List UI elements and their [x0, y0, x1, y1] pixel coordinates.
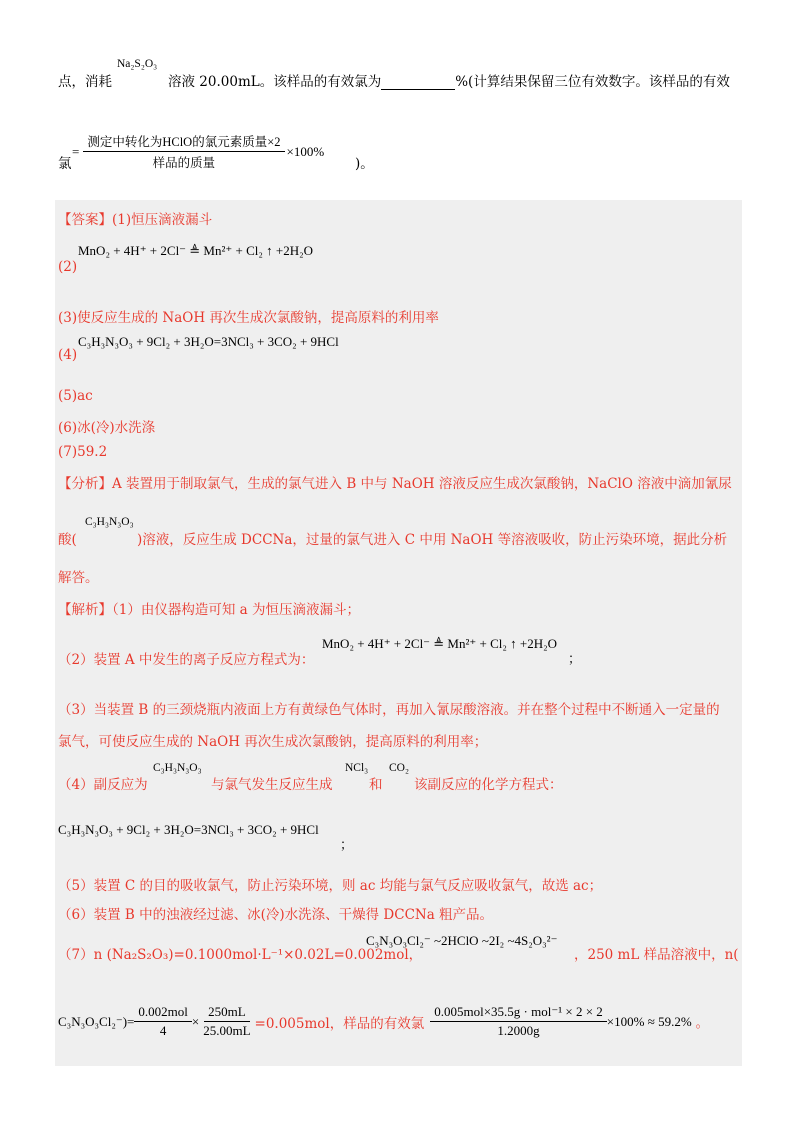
answer-4-formula: C₃H₃N₃O₃ + 9Cl₂ + 3H₂O=3NCl₃ + 3CO₂ + 9HCl [78, 334, 339, 349]
analysis-tag: 【分析】 [58, 476, 112, 492]
solution-step-4-and: 和 [369, 777, 383, 793]
fraction-tail: ×100% [286, 143, 325, 159]
question-text-mid: 溶液 20.00mL。该样品的有效氯为 [168, 74, 382, 90]
analysis-line-1 [58, 472, 732, 492]
solution-step-1: （1）由仪器构造可知 a 为恒压滴液漏斗； [112, 602, 360, 618]
solution-step-6: （6）装置 B 中的浊液经过滤、冰(冷)水洗涤、干燥得 DCCNa 粗产品。 [58, 907, 494, 923]
solution-line-1 [58, 598, 360, 618]
solution-step-4-mid: 与氯气发生反应生成 [211, 777, 333, 793]
analysis-text-2-suffix: )溶液，反应生成 DCCNa，过量的氯气进入 C 中用 NaOH 等溶液吸收，防止污染环境，据此分析 [137, 532, 728, 548]
solution-step-3-line-1: （3）当装置 B 的三颈烧瓶内液面上方有黄绿色气体时，再加入氰尿酸溶液。并在整个过程中不断通入一定量的 [58, 702, 720, 718]
solution-tag: 【解析】 [58, 602, 112, 618]
answer-tag: 【答案】 [58, 212, 112, 228]
equals-sign: = [72, 143, 80, 159]
question-line-2-end: )。 [355, 156, 374, 172]
solution-step-8-end: 。 [695, 1015, 709, 1030]
answer-item-1: (1)恒压滴液漏斗 [112, 212, 213, 228]
solution-step-4-formula-1: C₃H₃N₃O₃ [153, 762, 202, 774]
solution-fraction-3-num: 0.005mol×35.5g · mol⁻¹ × 2 × 2 [430, 1004, 607, 1022]
fraction-denominator: 样品的质量 [152, 156, 216, 170]
solution-step-7-text: （7）n (Na₂S₂O₃)=0.1000mol·L⁻¹×0.02L=0.002mol， [58, 947, 423, 963]
fraction-numerator: 测定中转化为HClO的氯元素质量×2 [83, 132, 284, 152]
answer-2-label: (2) [58, 259, 78, 275]
answer-item-6: (6)冰(冷)水洗涤 [58, 420, 156, 436]
solution-step-8-tail: ×100% ≈ 59.2% [606, 1013, 692, 1029]
solution-fraction-2-num: 250mL [204, 1004, 250, 1022]
answer-item-7: (7)59.2 [58, 444, 108, 460]
answer-line-1 [58, 208, 212, 228]
solution-step-7-tail: ，250 mL 样品溶液中，n( [574, 947, 739, 963]
answer-item-3: (3)使反应生成的 NaOH 再次生成次氯酸钠，提高原料的利用率 [58, 310, 439, 326]
question-text-suffix: %(计算结果保留三位有效数字。该样品的有效 [455, 74, 730, 90]
answer-item-5: (5)ac [58, 388, 93, 404]
solution-times: × [191, 1013, 200, 1029]
solution-step-7-formula: C₃N₃O₃Cl₂⁻ ~2HClO ~2I₂ ~4S₂O₃²⁻ [366, 933, 558, 948]
solution-step-4-suffix: 该副反应的化学方程式： [414, 777, 563, 793]
solution-step-2-end: ； [568, 651, 582, 666]
solution-step-8-left: C₃N₃O₃Cl₂⁻)= [58, 1013, 135, 1029]
cyanuric-acid-formula: C₃H₃N₃O₃ [85, 516, 134, 528]
analysis-text-1: A 装置用于制取氯气，生成的氯气进入 B 中与 NaOH 溶液反应生成次氯酸钠，NaClO 溶液中滴加氰尿 [112, 476, 732, 492]
solution-step-4-end: ； [340, 837, 354, 852]
effective-chlorine-fraction [83, 132, 284, 171]
solution-step-4-formula-3: CO₂ [389, 762, 409, 774]
solution-fraction-1 [134, 1004, 191, 1039]
solution-fraction-1-num: 0.002mol [134, 1004, 191, 1022]
solution-step-8-mid: =0.005mol，样品的有效氯 [254, 1015, 425, 1032]
solution-fraction-2 [199, 1004, 254, 1039]
question-text-prefix: 点，消耗 [58, 74, 112, 90]
thiosulfate-formula: Na₂S₂O₃ [117, 58, 158, 70]
solution-fraction-1-den: 4 [159, 1023, 167, 1038]
analysis-line-3: 解答。 [58, 570, 99, 586]
solution-fraction-3-den: 1.2000g [497, 1023, 540, 1038]
question-line-1-mid [168, 70, 730, 90]
effective-chlorine-label: 氯 [58, 156, 72, 172]
effective-chlorine-formula [72, 132, 324, 171]
solution-step-4-equation: C₃H₃N₃O₃ + 9Cl₂ + 3H₂O=3NCl₃ + 3CO₂ + 9HCl [58, 822, 319, 837]
solution-fraction-2-den: 25.00mL [203, 1023, 251, 1038]
solution-step-2-text: （2）装置 A 中发生的离子反应方程式为： [58, 652, 315, 668]
analysis-line-2 [58, 528, 77, 548]
solution-step-4-prefix: （4）副反应为 [58, 777, 148, 793]
analysis-text-2-prefix: 酸( [58, 532, 77, 548]
solution-step-4-formula-2: NCl₃ [345, 762, 369, 774]
solution-step-8 [58, 1004, 709, 1039]
solution-fraction-3 [430, 1004, 607, 1039]
solution-step-5: （5）装置 C 的目的吸收氯气，防止污染环境，则 ac 均能与氯气反应吸收氯气，故选 ac； [58, 878, 603, 894]
solution-step-3-line-2: 氯气，可使反应生成的 NaOH 再次生成次氯酸钠，提高原料的利用率； [58, 734, 488, 750]
answer-blank [381, 75, 455, 90]
solution-step-2-formula: MnO₂ + 4H⁺ + 2Cl⁻ ≜ Mn²⁺ + Cl₂ ↑ +2H₂O [322, 636, 558, 651]
answer-4-label: (4) [58, 347, 78, 363]
question-line-1 [58, 70, 112, 90]
answer-2-formula: MnO₂ + 4H⁺ + 2Cl⁻ ≜ Mn²⁺ + Cl₂ ↑ +2H₂O [78, 243, 314, 258]
